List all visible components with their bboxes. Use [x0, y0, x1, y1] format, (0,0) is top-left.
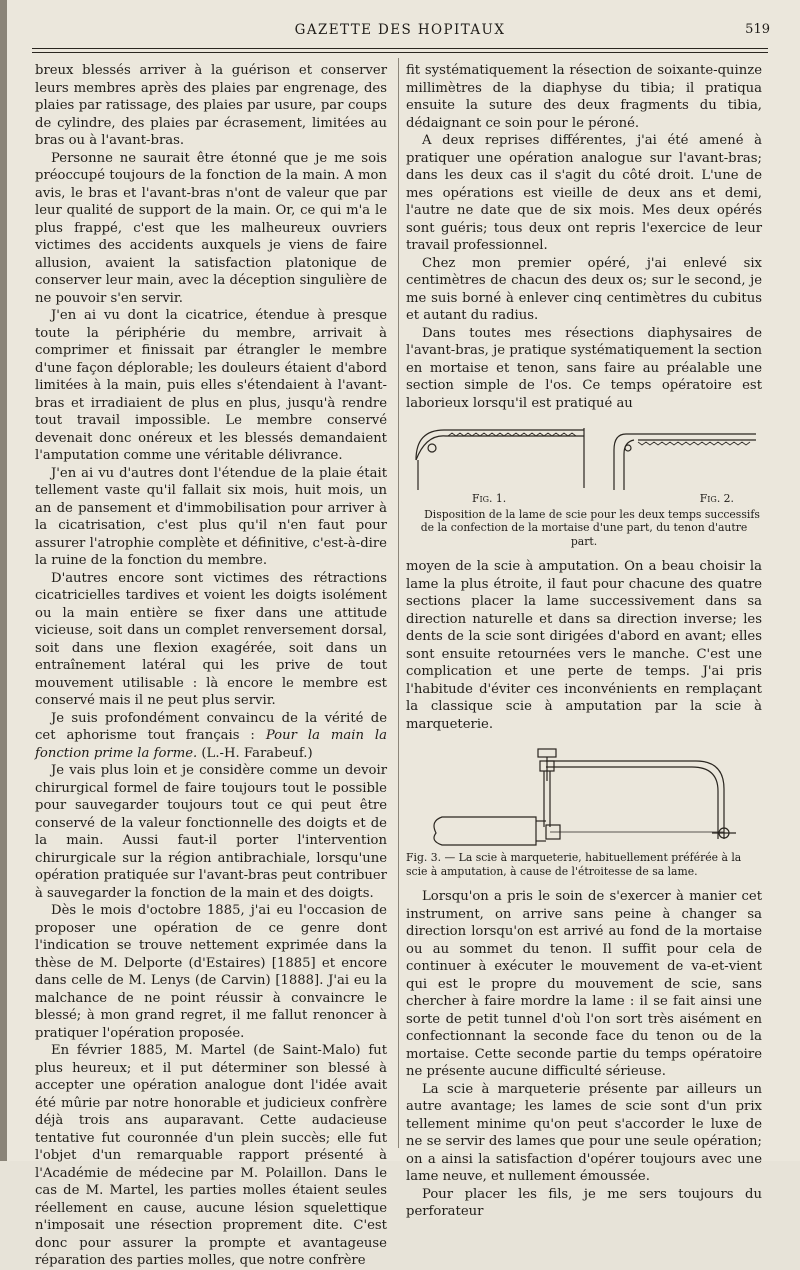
right-column	[406, 62, 762, 1221]
text: (L.-H. Farabeuf.)	[197, 745, 313, 761]
figure-3	[406, 741, 762, 878]
paragraph: Pour placer les fils, je me sers toujours du perforateur	[406, 1186, 762, 1219]
aphorism-quote: Pour la main la fonction prime la forme.	[35, 728, 387, 761]
paragraph: J'en ai vu d'autres dont l'étendue de la plaie était tellement vaste qu'il fallait six mois, huit mois, un an de pansement et d'immobilisation pour arriver à la cicatrisation, c'est plus qu'il n'en faut pour assurer l'atrophie complète et définitive, c'est-à-dire la ruine de la fonction du membre.	[35, 465, 387, 568]
paragraph: Dans toutes mes résections diaphysaires de l'avant-bras, je pratique systématiquement la section en mortaise et tenon, sans faire au préalable une section simple de l'os. Ce temps opératoire est laborieux lorsqu'il est pratiqué au	[406, 325, 762, 411]
paragraph: Je vais plus loin et je considère comme un devoir chirurgical formel de faire toujours tout le possible pour sauvegarder toujours tout ce qui peut être conservé de la valeur fonctionnelle des doigts et de la main. Aussi faut-il porter l'intervention chirurgicale sur la région antibrachiale, lorsqu'une opération pratiquée sur l'avant-bras peut contribuer à sauvegarder la fonction de la main et des doigts.	[35, 763, 387, 901]
figure-1-2-caption: Disposition de la lame de scie pour les deux temps successifs de la confection de la mortaise d'une part, du tenon d'autre part.	[420, 507, 760, 548]
fig1-label: Fig. 1.	[472, 492, 507, 505]
paragraph-aphorism	[35, 710, 387, 763]
page-number: 519	[745, 22, 770, 37]
saw-blade-mortise-tenon-illustration	[406, 420, 762, 492]
figure-1-2	[406, 420, 762, 548]
header-rule-thin	[32, 52, 768, 53]
paragraph: Lorsqu'on a pris le soin de s'exercer à manier cet instrument, on arrive sans peine à changer sa direction lorsqu'on est arrivé au fond de la mortaise ou au sommet du tenon. Il suffit pour cela de continuer à exécuter le mouvement de va-et-vient qui est le propre du mouvement de scie, sans chercher à faire mordre la lame : il se fait ainsi une sorte de petit tunnel d'où l'on sort très aisément en confectionnant la seconde face du tenon ou de la mortaise. Cette seconde partie du temps opératoire ne présente aucune difficulté sérieuse.	[406, 889, 762, 1079]
paragraph: En février 1885, M. Martel (de Saint-Malo) fut plus heureux; et il put déterminer son blessé à accepter une opération analogue dont l'idée avait été mûrie par notre honorable et judicieux confrère déjà trois ans auparavant. Cette audacieuse tentative fut couronnée d'un plein succès; elle fut l'objet d'un remarquable rapport présenté à l'Académie de médecine par M. Polaillon. Dans le cas de M. Martel, les parties molles étaient seules réellement en cause, aucune lésion squelettique n'imposait une résection proprement dite. C'est donc pour assurer la prompte et avantageuse réparation des parties molles, que notre confrère	[35, 1043, 387, 1268]
fretsaw-illustration	[406, 741, 762, 851]
figure-labels	[406, 490, 762, 508]
paragraph: Dès le mois d'octobre 1885, j'ai eu l'occasion de proposer une opération de ce genre dont l'indication se trouve nettement exprimée dans la thèse de M. Delporte (d'Estaires) [1885] et encore dans celle de M. Lenys (de Carvin) [1888]. J'ai eu la malchance de ne point réussir à convaincre le blessé; à mon grand regret, il me fallut renoncer à pratiquer l'opération proposée.	[35, 903, 387, 1041]
paragraph: D'autres encore sont victimes des rétractions cicatricielles tardives et voient les doigts isolément ou la main entière se fixer dans une attitude vicieuse, soit dans un complet renversement dorsal, soit dans une flexion exagérée, soit dans un entraînement latéral qui les prive de tout mouvement utilisable : là encore le membre est conservé mais il ne peut plus servir.	[35, 570, 387, 708]
left-column	[35, 62, 387, 1270]
journal-title: GAZETTE DES HOPITAUX	[294, 22, 506, 38]
paragraph: La scie à marqueterie présente par ailleurs un autre avantage; les lames de scie sont d'un prix tellement minime qu'on peut s'accorder le luxe de ne se servir des lames que pour une seule opération; on a ainsi la satisfaction d'opérer toujours avec une lame neuve, et nullement émoussée.	[406, 1081, 762, 1184]
fig1-drawing	[416, 428, 584, 490]
fig2-drawing	[614, 434, 756, 490]
paragraph: A deux reprises différentes, j'ai été amené à pratiquer une opération analogue sur l'avant-bras; dans les deux cas il s'agit du côté droit. L'une de mes opérations est vieille de deux ans et demi, l'autre ne date que de six mois. Mes deux opérés sont guéris; tous deux ont repris l'exercice de leur travail professionnel.	[406, 133, 762, 253]
paragraph: fit systématiquement la résection de soixante-quinze millimètres de la diaphyse du tibia; il pratiqua ensuite la suture des deux fragments du tibia, dédaignant ce soin pour le péroné.	[406, 63, 762, 131]
paragraph: J'en ai vu dont la cicatrice, étendue à presque toute la périphérie du membre, arrivait à comprimer et finissait par étrangler le membre d'une façon déplorable; les douleurs étaient d'abord limitées à la main, puis elles s'étendaient à l'avant-bras et irradiaient de plus en plus, jusqu'à rendre tout travail impossible. Le membre conservé devenait donc onéreux et les blessés demandaient l'amputation comme une véritable délivrance.	[35, 308, 387, 463]
fig2-label: Fig. 2.	[699, 492, 734, 505]
column-separator	[398, 58, 399, 1148]
paragraph: moyen de la scie à amputation. On a beau choisir la lame la plus étroite, il faut pour chacune des quatre sections placer la lame successivement dans sa direction naturelle et dans sa direction inverse; les dents de la scie sont dirigées d'abord en avant; elles sont ensuite retournées vers le manche. C'est une complication et une perte de temps. J'ai pris l'habitude d'éviter ces inconvénients en remplaçant la classique scie à amputation par la scie à marqueterie.	[406, 559, 762, 732]
paragraph: breux blessés arriver à la guérison et conserver leurs membres après des plaies par engrenage, des plaies par ratissage, des plaies par usure, par coups de cylindre, des plaies par écrasement, limitées au bras ou à l'avant-bras.	[35, 63, 387, 148]
paragraph: Chez mon premier opéré, j'ai enlevé six centimètres de chacun des deux os; sur le second, je me suis borné à enlever cinq centimètres du cubitus et autant du radius.	[406, 255, 762, 323]
binding-edge	[0, 0, 7, 1161]
paragraph: Personne ne saurait être étonné que je me sois préoccupé toujours de la fonction de la main. A mon avis, le bras et l'avant-bras n'ont de valeur que par leur qualité de support de la main. Or, ce qui m'a le plus frappé, c'est que les malheureux ouvriers victimes des accidents auxquels je viens de faire allusion, avaient la satisfaction platonique de conserver leur main, avec la déception singulière de ne pouvoir s'en servir.	[35, 150, 387, 306]
text: Je suis profondément convaincu de la vérité de cet aphorisme tout français :	[35, 710, 387, 743]
page-header	[30, 22, 770, 48]
header-rule	[32, 48, 768, 49]
figure-3-caption: Fig. 3. — La scie à marqueterie, habituellement préférée à la scie à amputation, à cause de l'étroitesse de sa lame.	[406, 851, 742, 878]
